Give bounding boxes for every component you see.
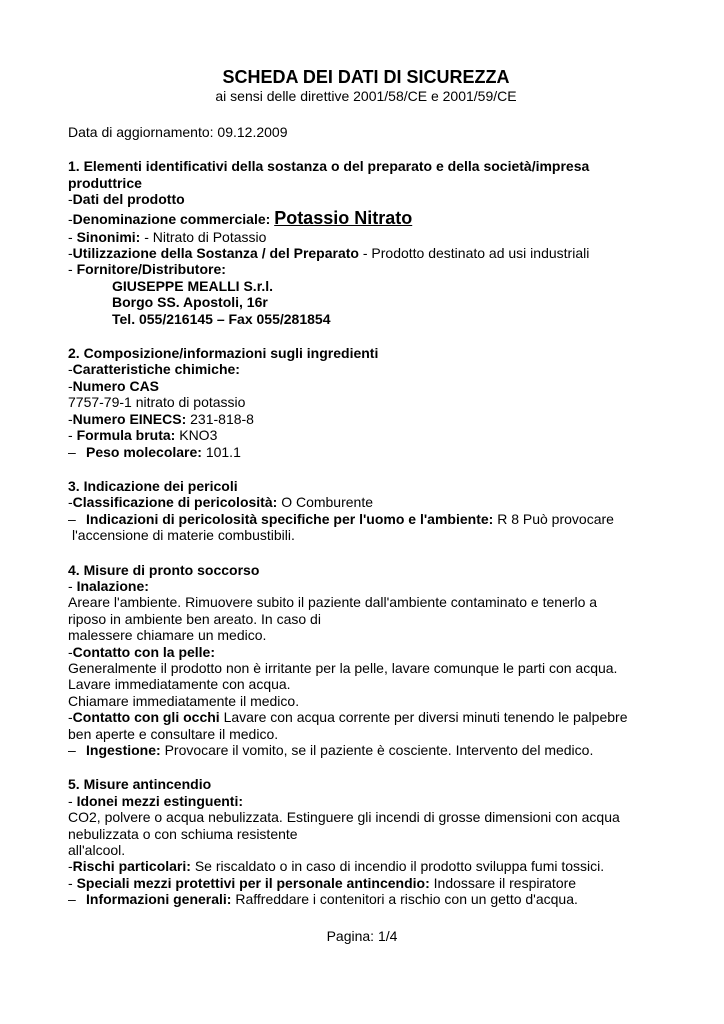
inhalation-line-1: Areare l'ambiente. Rimuovere subito il paziente dall'ambiente contaminato e tenerlo a [68,594,598,611]
section-4-heading: 4. Misure di pronto soccorso [68,561,260,578]
molecular-weight-row: – Peso molecolare: 101.1 [68,443,241,460]
eye-contact-row: -Contatto con gli occhi Lavare con acqua corrente per diversi minuti tenendo le palpebre [68,709,628,726]
extinguishing-media-label-row: - Idonei mezzi estinguenti: [68,792,244,809]
ingestion-row: – Ingestione: Provocare il vomito, se il paziente è cosciente. Intervento del medico. [68,742,594,758]
skin-contact-label-row: -Contatto con la pelle: [68,643,216,660]
extinguishing-media-line-3: all'alcool. [68,842,126,859]
product-data-row: -Dati del prodotto [68,191,185,208]
update-date: Data di aggiornamento: 09.12.2009 [68,124,288,140]
classification-row: -Classificazione di pericolosità: O Comburente [68,494,374,511]
section-2-heading: 2. Composizione/informazioni sugli ingredienti [68,345,379,362]
inhalation-line-3: malessere chiamare un medico. [68,627,267,644]
section-1-heading: 1. Elementi identificativi della sostanza o del preparato e della società/impresa produttrice [68,158,590,191]
hazard-indications-cont: l'accensione di materie combustibili. [72,527,295,544]
synonyms-row: - Sinonimi: - Nitrato di Potassio [68,228,267,245]
extinguishing-media-line-2: nebulizzata o con schiuma resistente [68,825,298,842]
extinguishing-media-line-1: CO2, polvere o acqua nebulizzata. Estinguere gli incendi di grosse dimensioni con acqua [68,809,620,826]
chemical-characteristics-row: -Caratteristiche chimiche: [68,361,240,378]
general-info-row: – Informazioni generali: Raffreddare i contenitori a rischio con un getto d'acqua. [68,891,578,908]
trade-name-row: -Denominazione commerciale: Potassio Nitrato [68,207,413,228]
hazard-indications-row: – Indicazioni di pericolosità specifiche per l'uomo e l'ambiente: R 8 Può provocare [68,510,614,527]
protective-equipment-row: - Speciali mezzi protettivi per il personale antincendio: Indossare il respiratore [68,874,577,891]
cas-value: 7757-79-1 nitrato di potassio [68,394,246,411]
page-number: Pagina: 1/4 [326,928,398,944]
company-phone: Tel. 055/216145 – Fax 055/281854 [112,310,331,327]
eye-contact-line-2: ben aperte e consultare il medico. [68,725,279,742]
document-page [68,66,664,908]
usage-row: -Utilizzazione della Sostanza / del Preparato - Prodotto destinato ad usi industriali [68,245,590,262]
special-risks-row: -Rischi particolari: Se riscaldato o in caso di incendio il prodotto sviluppa fumi tossici. [68,858,605,875]
company-address: Borgo SS. Apostoli, 16r [112,294,268,311]
inhalation-label-row: - Inalazione: [68,577,149,594]
inhalation-line-2: riposo in ambiente ben areato. In caso di [68,610,321,627]
company-name: GIUSEPPE MEALLI S.r.l. [112,277,274,294]
section-5-heading: 5. Misure antincendio [68,776,212,793]
formula-row: - Formula bruta: KNO3 [68,427,218,444]
supplier-row: - Fornitore/Distributore: [68,261,226,278]
document-subtitle: ai sensi delle direttive 2001/58/CE e 2001/59/CE [215,88,517,104]
skin-contact-line-3: Chiamare immediatamente il medico. [68,692,300,709]
skin-contact-line-2: Lavare immediatamente con acqua. [68,676,291,693]
einecs-row: -Numero EINECS: 231-818-8 [68,410,254,427]
section-3-heading: 3. Indicazione dei pericoli [68,477,238,494]
cas-label-row: -Numero CAS [68,377,160,394]
document-title: SCHEDA DEI DATI DI SICUREZZA [222,67,510,87]
trade-name-value: Potassio Nitrato [274,207,413,228]
skin-contact-line-1: Generalmente il prodotto non è irritante per la pelle, lavare comunque le parti con acqua. [68,659,618,676]
